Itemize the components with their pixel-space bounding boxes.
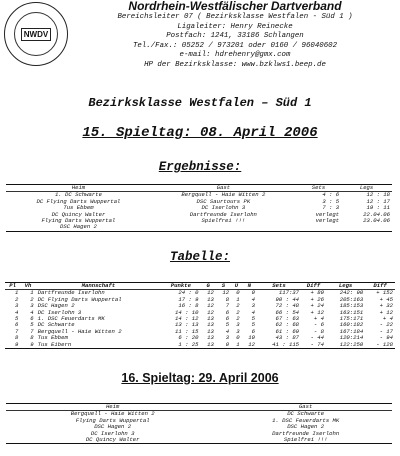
standings-prev-rank: 3 [30,302,34,310]
standings-rank: 4 [14,308,19,316]
standings-wins: 8 [225,295,230,303]
standings-draws: 2 [236,308,240,316]
standings-legs-diff: - 94 [379,334,393,342]
standings-rank: 1 [14,289,19,297]
fixture-home-team: DSC Hagen 2 [94,423,132,431]
standings-table [5,282,395,349]
results-heading: Ergebnisse: [158,160,242,174]
standings-sets-diff: + 4 [313,315,324,323]
standings-rank: 7 [14,327,19,335]
standings-wins: 0 [225,340,230,348]
col-games: G [201,283,216,290]
standings-sets-diff: + 26 [310,295,324,303]
result-away-team: DSC Saurtours PK [196,197,251,205]
standings-legs-diff: + 152 [376,289,393,297]
header-line: e-mail: hdrehenry@gmx.com [179,51,291,60]
standings-rank: 6 [14,321,19,329]
col-wins: S [216,283,231,290]
col-sets: Sets [296,185,341,192]
standings-losses: 6 [251,327,255,335]
standings-row [5,342,395,349]
association-logo [4,2,68,66]
standings-wins: 5 [225,321,230,329]
standings-games: 13 [207,295,214,303]
standings-legs: 122:250 [339,340,364,348]
standings-sets-diff: + 24 [310,302,324,310]
standings-legs: 175:171 [339,315,364,323]
col-gast: Gast [151,185,296,192]
standings-games: 13 [207,321,214,329]
col-team: Mannschaft [36,283,162,290]
standings-rank: 9 [14,340,19,348]
standings-sets: 62 : 68 [275,321,300,329]
standings-points: 1 : 25 [178,340,199,348]
logo-emblem [14,12,58,56]
next-matchday-title: 16. Spieltag: 29. April 2006 [121,371,279,385]
standings-points: 14 : 10 [175,308,199,316]
col-prev-rank: Vh [20,283,35,290]
standings-legs-diff: + 32 [379,302,393,310]
standings-games: 12 [207,302,214,310]
standings-team: DC Iserlohn 3 [37,308,82,316]
standings-wins: 4 [225,327,230,335]
org-name: Nordrhein-Westfälischer Dartverband [128,0,342,13]
header-line: Postfach: 1241, 33186 Schlangen [166,32,304,41]
standings-sets-diff: + 80 [310,289,324,297]
result-sets: 4 : 6 [322,191,340,199]
standings-sets: 66 : 54 [275,308,300,316]
standings-games: 12 [207,289,214,297]
standings-wins: 7 [225,302,230,310]
result-legs: 23.04.06 [363,217,390,225]
standings-sets: 43 : 87 [275,334,300,342]
result-home-team: DC Flying Darts Wuppertal [36,197,121,205]
standings-team: DC Schwarte [37,321,75,329]
standings-losses: 5 [251,321,255,329]
col-draws: U [231,283,242,290]
result-away-team: Bergquell - Haie Witten 2 [181,191,266,199]
result-legs: 19 : 11 [366,204,390,212]
standings-sets: 72 : 48 [275,302,300,310]
standings-prev-rank: 6 [30,315,34,323]
result-sets: 7 : 3 [322,204,340,212]
standings-rank: 2 [14,295,19,303]
standings-team: Tus Eibern [37,340,72,348]
standings-prev-rank: 4 [30,308,34,316]
standings-legs: 242: 90 [339,289,364,297]
standings-games: 13 [207,315,214,323]
col-sets-diff: Diff [301,283,326,290]
standings-games: 12 [207,308,214,316]
standings-draws: 3 [236,327,240,335]
standings-rank: 3 [14,302,19,310]
standings-sets-diff: - 8 [313,327,324,335]
fixture-away-team: Spielfrei !!! [283,436,328,444]
result-row [6,224,392,231]
fixtures-header-row [6,404,392,411]
standings-team: Bergquell - Haie Witten 2 [37,327,122,335]
standings-legs-diff: - 128 [376,340,393,348]
fixture-home-team: Flying Darts Wuppertal [75,416,150,424]
col-legs: Legs [326,283,365,290]
standings-sets: 90 : 44 [275,295,300,303]
result-home-team: Flying Darts Wuppertal [41,217,116,225]
fixture-home-team: DC Quincy Walter [85,436,140,444]
result-sets: 3 : 5 [322,197,340,205]
standings-team: DSC Hagen 2 [37,302,75,310]
league-title: Bezirksklasse Westfalen – Süd 1 [88,96,312,110]
result-sets [296,224,341,231]
header-line: HP der Bezirksklasse: www.bzklws1.beep.de [144,60,326,69]
standings-legs-diff: - 17 [379,327,393,335]
standings-draws: 2 [236,302,240,310]
standings-prev-rank: 7 [30,327,34,335]
standings-draws: 1 [236,340,240,348]
standings-sets-diff: + 12 [310,308,324,316]
result-away-team: DC Iserlohn 3 [201,204,246,212]
fixture-away-team: DC Schwarte [287,410,325,418]
result-home-team: DC Quincy Walter [51,210,106,218]
standings-losses: 12 [248,340,255,348]
standings-points: 24 : 0 [178,289,199,297]
standings-sets-diff: - 44 [310,334,324,342]
fixture-row [6,437,392,444]
standings-games: 13 [207,327,214,335]
header-line: Bereichsleiter 07 ( Bezirksklasse Westfalen - Süd 1 ) [117,13,353,21]
standings-sets: 41 : 115 [272,340,300,348]
col-sets: Sets [257,283,301,290]
result-home-team: Tus Ebbem [63,204,94,212]
result-away-team [151,224,296,231]
standings-losses: 4 [251,295,255,303]
result-legs: 12 : 17 [366,197,390,205]
standings-prev-rank: 5 [30,321,34,329]
col-gast: Gast [219,404,392,411]
matchday-title: 15. Spieltag: 08. April 2006 [82,125,318,141]
col-points: Punkte [161,283,200,290]
col-legs-diff: Diff [365,283,395,290]
standings-losses: 4 [251,308,255,316]
standings-losses: 0 [251,289,255,297]
standings-points: 11 : 15 [175,327,199,335]
standings-prev-rank: 9 [30,340,34,348]
standings-legs: 167:184 [339,327,364,335]
header-line: Tel./Fax.: 05252 / 973201 oder 0160 / 96040602 [132,41,337,50]
result-sets: verlegt [315,217,340,225]
standings-points: 13 : 13 [175,321,199,329]
standings-draws: 0 [236,289,240,297]
standings-losses: 3 [251,302,255,310]
standings-legs: 160:182 [339,321,364,329]
fixture-home-team: Bergquell - Haie Witten 2 [70,410,155,418]
fixture-away-team: 1. DSC Feuerdarts MK [272,416,340,424]
result-home-team: 1. DC Schwarte [54,191,102,199]
result-away-team: Spielfrei !!! [201,217,246,225]
standings-team: Dartfreunde Iserlohn [37,289,105,297]
standings-prev-rank: 2 [30,295,34,303]
header-line: Ligaleiter: Henry Reinecke [177,22,293,31]
col-heim: Heim [6,185,151,192]
standings-legs: 163:151 [339,308,364,316]
standings-points: 14 : 12 [175,315,199,323]
standings-prev-rank: 1 [30,289,34,297]
standings-sets-diff: - 6 [313,321,324,329]
col-losses: N [242,283,257,290]
col-rank: Pl [5,283,20,290]
standings-wins: 6 [225,315,230,323]
standings-sets-diff: - 74 [310,340,324,348]
result-sets: verlegt [315,210,340,218]
result-home-team: DSC Hagen 2 [59,223,97,231]
standings-legs: 120:214 [339,334,364,342]
col-heim: Heim [6,404,219,411]
standings-legs: 185:153 [339,302,364,310]
standings-losses: 5 [251,315,255,323]
standings-legs: 205:163 [339,295,364,303]
standings-sets: 61 : 69 [275,327,300,335]
standings-team: 1. DSC Feuerdarts MK [37,315,105,323]
standings-losses: 10 [248,334,255,342]
standings-legs-diff: + 45 [379,295,393,303]
standings-points: 17 : 9 [178,295,199,303]
letterhead [74,0,396,71]
result-away-team: Dartfreunde Iserlohn [189,210,257,218]
standings-wins: 6 [225,308,230,316]
fixture-away-team: DSC Hagen 2 [287,423,325,431]
standings-prev-rank: 8 [30,334,34,342]
standings-draws: 1 [236,295,240,303]
standings-games: 13 [207,340,214,348]
standings-wins: 3 [225,334,230,342]
standings-points: 6 : 20 [178,334,199,342]
standings-draws: 3 [236,321,240,329]
standings-legs-diff: - 22 [379,321,393,329]
standings-draws: 0 [236,334,240,342]
fixture-away-team: Dartfreunde Iserlohn [272,429,340,437]
col-legs: Legs [341,185,392,192]
result-legs: 22.04.06 [363,210,390,218]
standings-legs-diff: + 12 [379,308,393,316]
standings-sets: 67 : 63 [275,315,300,323]
standings-wins: 12 [222,289,230,297]
standings-sets: 117:37 [278,289,300,297]
result-legs [341,224,392,231]
standings-draws: 2 [236,315,240,323]
table-heading: Tabelle: [169,250,230,264]
standings-team: Tus Ebbem [37,334,68,342]
standings-legs-diff: + 4 [382,315,393,323]
standings-team: DC Flying Darts Wuppertal [37,295,122,303]
standings-rank: 8 [14,334,19,342]
standings-games: 13 [207,334,214,342]
standings-points: 16 : 8 [178,302,199,310]
fixtures-table [6,403,392,444]
result-legs: 12 : 18 [366,191,390,199]
logo-text: NWDV [21,28,51,41]
standings-rank: 5 [14,315,19,323]
results-table [6,184,392,232]
fixture-home-team: DC Iserlohn 3 [90,429,135,437]
